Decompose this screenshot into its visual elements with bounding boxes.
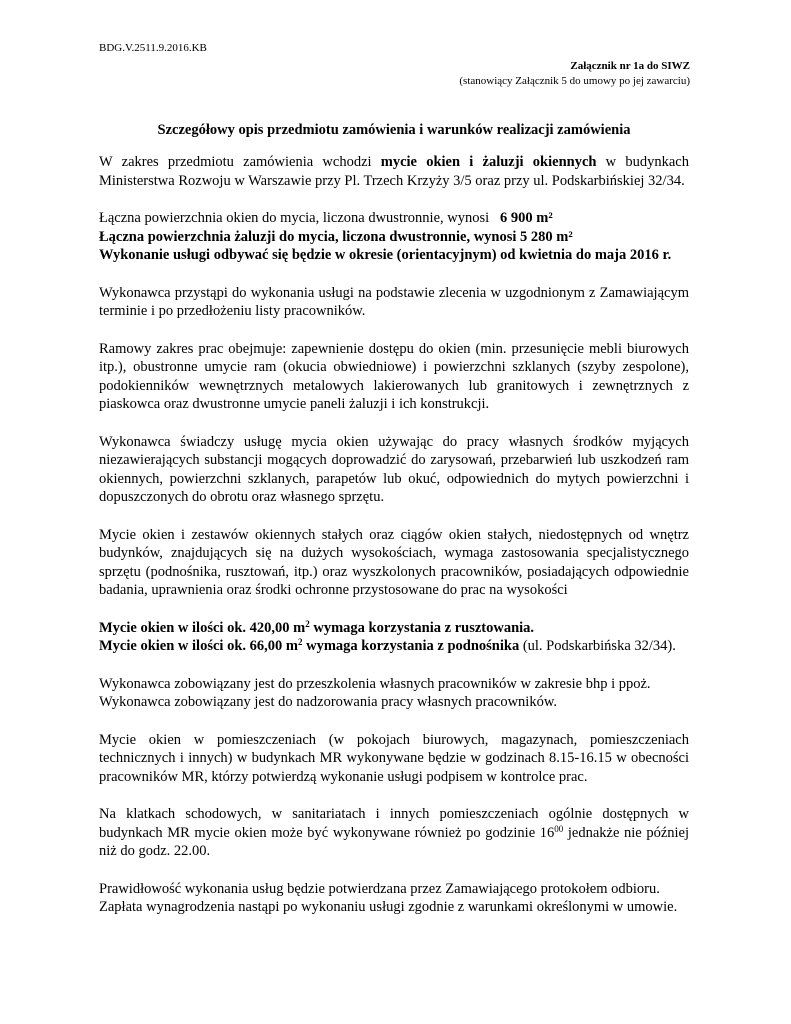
service-period-line: Wykonanie usługi odbywać się będzie w okresie (orientacyjnym) od kwietnia do maja 2016 r. <box>99 247 672 263</box>
staircases-sup: 00 <box>554 823 564 834</box>
paragraph-cleaning-agents: Wykonawca świadczy usługę mycia okien używając do pracy własnych środków myjących niezawierających substancji mogących doprowadzić do zarysowań, przebarwień lub uszkodzeń ram okiennych, powierzchni szklanych, parapetów lub okuć, odpowiednich do mytych powierzchni i dopuszczonych do obrotu oraz własnego sprzętu. <box>99 433 689 505</box>
document-body <box>99 153 689 936</box>
windows-area-label: Łączna powierzchnia okien do mycia, liczona dwustronnie, wynosi <box>99 210 493 226</box>
payment-line: Zapłata wynagrodzenia nastąpi po wykonaniu usługi zgodnie z warunkami określonymi w umowie. <box>99 899 678 915</box>
scaffold-line-sup: 2 <box>305 618 310 629</box>
attachment-title: Załącznik nr 1a do SIWZ <box>570 60 690 72</box>
document-reference: BDG.V.2511.9.2016.KB <box>99 42 207 54</box>
scope-intro-pre: W zakres przedmiotu zamówienia wchodzi <box>99 154 381 170</box>
acceptance-line: Prawidłowość wykonania usług będzie potwierdzana przez Zamawiającego protokołem odbioru. <box>99 880 660 897</box>
document-title: Szczegółowy opis przedmiotu zamówienia i warunków realizacji zamówienia <box>157 122 631 138</box>
bhp-training-line: Wykonawca zobowiązany jest do przeszkolenia własnych pracowników w zakresie bhp i ppoż. <box>99 675 651 692</box>
scope-intro-post: w budynkach Ministerstwa Rozwoju w Warszawie przy Pl. Trzech Krzyży 3/5 oraz przy ul. Podskarbińskiej 32/34. <box>99 154 689 189</box>
lift-line-pre: Mycie okien w ilości ok. 66,00 m <box>99 638 298 654</box>
lift-line-sup: 2 <box>297 637 303 647</box>
paragraph-work-at-height: Mycie okien i zestawów okiennych stałych oraz ciągów okien stałych, niedostępnych od wnętrz budynków, znajdujących się na dużych wysokościach, wymaga zastosowania specjalistycznego sprzętu (podnośnika, rusztowań, itp.) oraz wyszkolonych pracowników, posiadających odpowiednie badania, uprawnienia oraz środki ochronne przystosowane do prac na wysokości <box>99 526 689 598</box>
lift-line-address: (ul. Podskarbińska 32/34). <box>519 638 676 654</box>
scaffold-line-post: wymaga korzystania z rusztowania. <box>309 619 535 636</box>
paragraph-staircases <box>99 805 689 861</box>
lift-line-bold-post: wymaga korzystania z podnośnika <box>302 638 520 654</box>
staircases-pre: Na klatkach schodowych, w sanitariatach i innych pomieszczeniach ogólnie dostępnych w budynkach MR mycie okien może być wykonywane również po godzinie 16 <box>99 806 689 841</box>
paragraph-bhp <box>99 675 689 712</box>
scaffold-line-pre: Mycie okien w ilości ok. 420,00 m <box>99 619 306 636</box>
paragraph-scope-intro <box>99 153 689 190</box>
windows-area-line <box>99 209 689 228</box>
paragraph-areas <box>99 209 689 265</box>
paragraph-start-of-service: Wykonawca przystąpi do wykonania usługi na podstawie zlecenia w uzgodnionym z Zamawiającym terminie i po przedłożeniu listy pracowników. <box>99 284 689 319</box>
blinds-area-line: Łączna powierzchnia żaluzji do mycia, liczona dwustronnie, wynosi 5 280 m² <box>99 228 573 245</box>
windows-area-value: 6 900 m² <box>500 210 553 226</box>
bhp-supervision-line: Wykonawca zobowiązany jest do nadzorowania pracy własnych pracowników. <box>99 694 557 710</box>
scaffold-line <box>99 619 689 638</box>
staircases-post: jednakże nie później niż do godz. 22.00. <box>99 824 690 859</box>
lift-line <box>99 637 689 656</box>
attachment-note: (stanowiący Załącznik 5 do umowy po jej zawarciu) <box>459 75 690 87</box>
paragraph-working-hours: Mycie okien w pomieszczeniach (w pokojach biurowych, magazynach, pomieszczeniach technicznych i innych) w budynkach MR wykonywane będzie w godzinach 8.15-16.15 w obecności pracowników MR, którzy potwierdzą wykonanie usługi podpisem w kontrolce prac. <box>99 731 689 785</box>
scope-intro-bold: mycie okien i żaluzji okiennych <box>380 154 597 170</box>
paragraph-scope-of-work: Ramowy zakres prac obejmuje: zapewnienie dostępu do okien (min. przesunięcie mebli biurowych itp.), obustronne umycie ram (okucia obwiedniowe) i powierzchni szklanych (szyby zespolone), podokienników wewnętrznych metalowych lakierowanych lub granitowych i zewnętrznych z piaskowca oraz dwustronne umycie paneli żaluzji i ich konstrukcji. <box>99 340 689 412</box>
paragraph-scaffold-lift <box>99 619 689 656</box>
paragraph-acceptance-payment <box>99 880 689 917</box>
attachment-header <box>459 59 690 89</box>
